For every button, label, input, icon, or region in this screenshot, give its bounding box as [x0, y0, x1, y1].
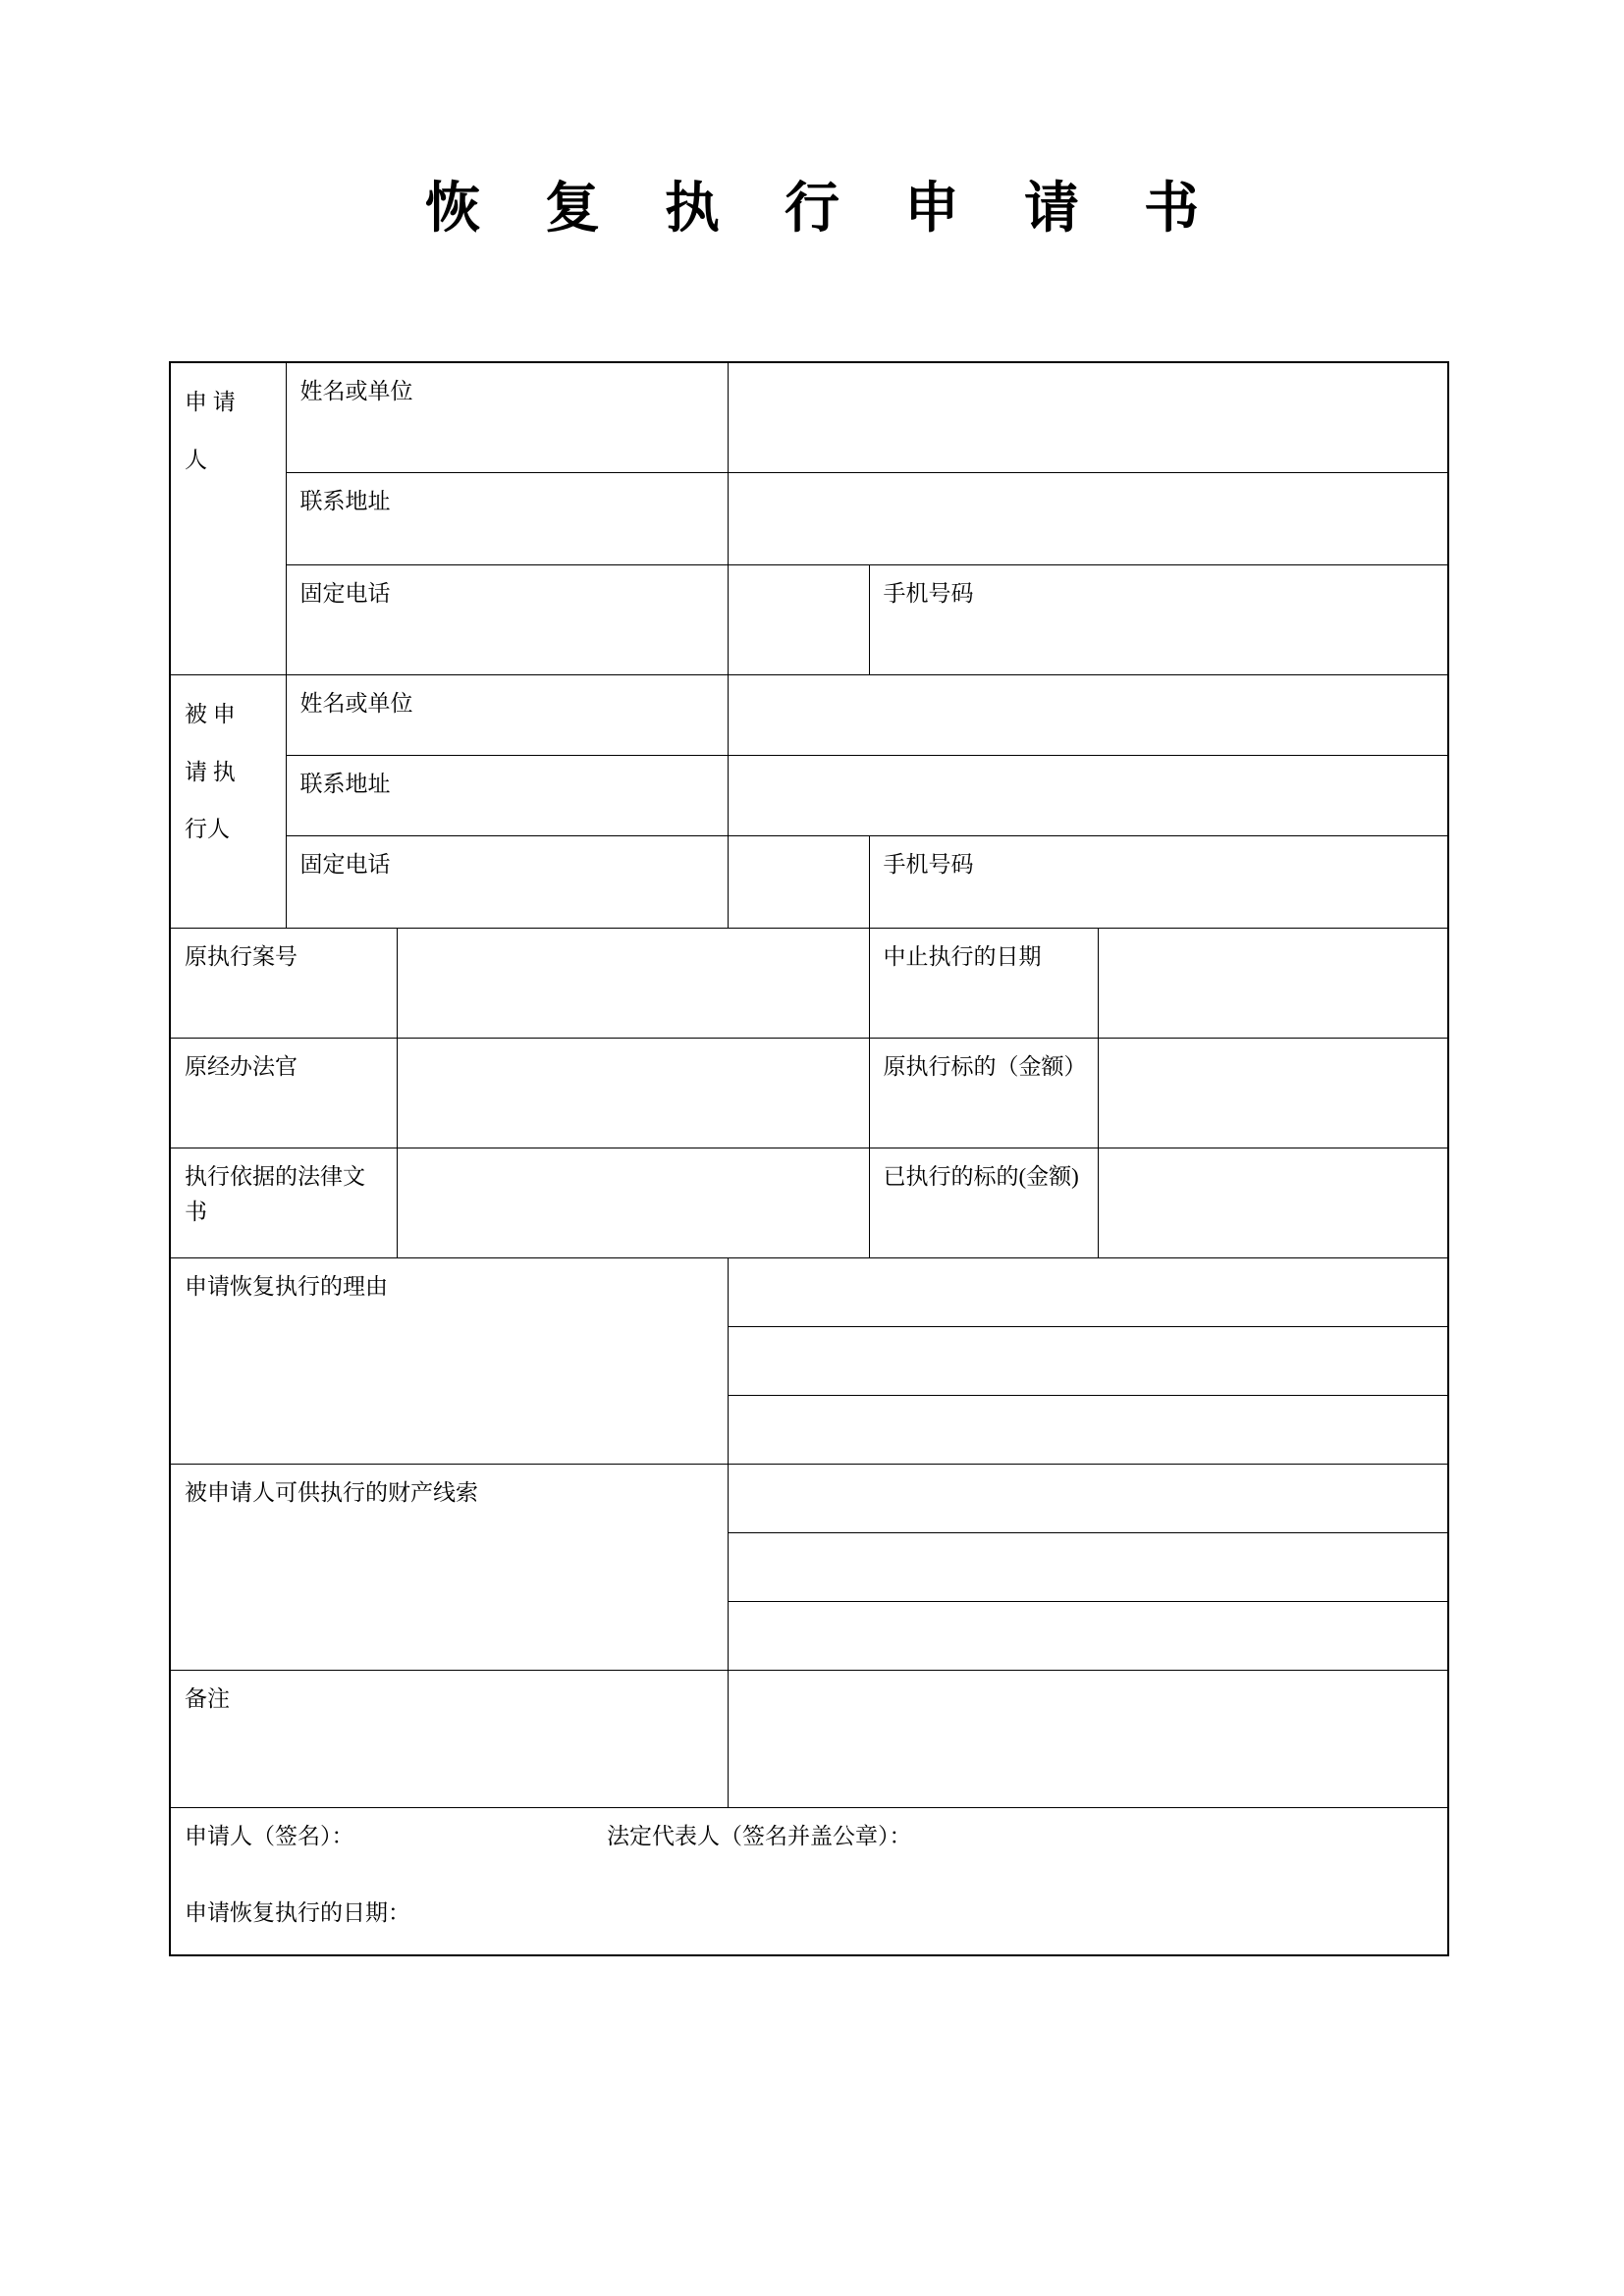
- table-row-legal-document: [170, 1148, 1448, 1258]
- table-row-property-1: [170, 1465, 1448, 1533]
- reason-label: 申请恢复执行的理由: [170, 1258, 728, 1465]
- reason-line-1[interactable]: [728, 1258, 1448, 1327]
- suspension-date-value[interactable]: [1098, 929, 1448, 1039]
- suspension-date-label: 中止执行的日期: [869, 929, 1098, 1039]
- table-row-applicant-address: [170, 473, 1448, 565]
- original-judge-value[interactable]: [397, 1039, 869, 1148]
- application-date-label[interactable]: 申请恢复执行的日期：: [185, 1899, 410, 1925]
- remarks-value[interactable]: [728, 1671, 1448, 1808]
- original-case-no-label: 原执行案号: [170, 929, 397, 1039]
- reason-line-3[interactable]: [728, 1396, 1448, 1465]
- applicant-name-label: 姓名或单位: [286, 362, 728, 473]
- respondent-address-label: 联系地址: [286, 756, 728, 836]
- respondent-name-label: 姓名或单位: [286, 675, 728, 756]
- applicant-section-label-line-1: 申 请: [185, 390, 236, 414]
- signature-row: [185, 1819, 1435, 1854]
- respondent-section-label-line-3: 行人: [185, 817, 230, 842]
- applicant-name-value[interactable]: [728, 362, 1448, 473]
- table-row-signatures: [170, 1808, 1448, 1956]
- original-amount-label: 原执行标的（金额）: [869, 1039, 1098, 1148]
- original-amount-value[interactable]: [1098, 1039, 1448, 1148]
- table-row-respondent-phones: [170, 836, 1448, 929]
- property-clues-label: 被申请人可供执行的财产线索: [170, 1465, 728, 1671]
- table-row-applicant-phones: [170, 565, 1448, 675]
- executed-amount-label: 已执行的标的(金额): [869, 1148, 1098, 1258]
- reason-line-2[interactable]: [728, 1327, 1448, 1396]
- table-row-respondent-name: [170, 675, 1448, 756]
- applicant-landline-value[interactable]: [728, 565, 869, 675]
- table-row-respondent-address: [170, 756, 1448, 836]
- applicant-address-label: 联系地址: [286, 473, 728, 565]
- application-form-table: [169, 361, 1449, 1956]
- respondent-address-value[interactable]: [728, 756, 1448, 836]
- respondent-landline-value[interactable]: [728, 836, 869, 929]
- respondent-section-label-line-2: 请 执: [185, 759, 236, 784]
- respondent-section-label: [170, 675, 286, 929]
- table-row-reason-1: [170, 1258, 1448, 1327]
- respondent-name-value[interactable]: [728, 675, 1448, 756]
- applicant-address-value[interactable]: [728, 473, 1448, 565]
- applicant-mobile-label: 手机号码: [869, 565, 1448, 675]
- property-clues-line-1[interactable]: [728, 1465, 1448, 1533]
- legal-rep-signature-label[interactable]: 法定代表人（签名并盖公章）：: [607, 1824, 912, 1848]
- table-row-remarks: [170, 1671, 1448, 1808]
- original-case-no-value[interactable]: [397, 929, 869, 1039]
- applicant-signature-label[interactable]: 申请人（签名）：: [185, 1824, 354, 1848]
- original-judge-label: 原经办法官: [170, 1039, 397, 1148]
- applicant-section-label-line-2: 人: [185, 447, 207, 472]
- respondent-landline-label: 固定电话: [286, 836, 728, 929]
- remarks-label: 备注: [170, 1671, 728, 1808]
- legal-document-label: 执行依据的法律文书: [170, 1148, 397, 1258]
- table-row-original-case: [170, 929, 1448, 1039]
- executed-amount-value[interactable]: [1098, 1148, 1448, 1258]
- signature-block: [170, 1808, 1448, 1956]
- respondent-section-label-line-1: 被 申: [185, 702, 236, 726]
- respondent-mobile-label: 手机号码: [869, 836, 1448, 929]
- table-row-original-judge: [170, 1039, 1448, 1148]
- page-title: 恢 复 执 行 申 请 书: [425, 179, 1224, 240]
- property-clues-line-3[interactable]: [728, 1602, 1448, 1671]
- table-row-applicant-name: [170, 362, 1448, 473]
- legal-document-value[interactable]: [397, 1148, 869, 1258]
- applicant-section-label: [170, 362, 286, 675]
- applicant-landline-label: 固定电话: [286, 565, 728, 675]
- property-clues-line-2[interactable]: [728, 1533, 1448, 1602]
